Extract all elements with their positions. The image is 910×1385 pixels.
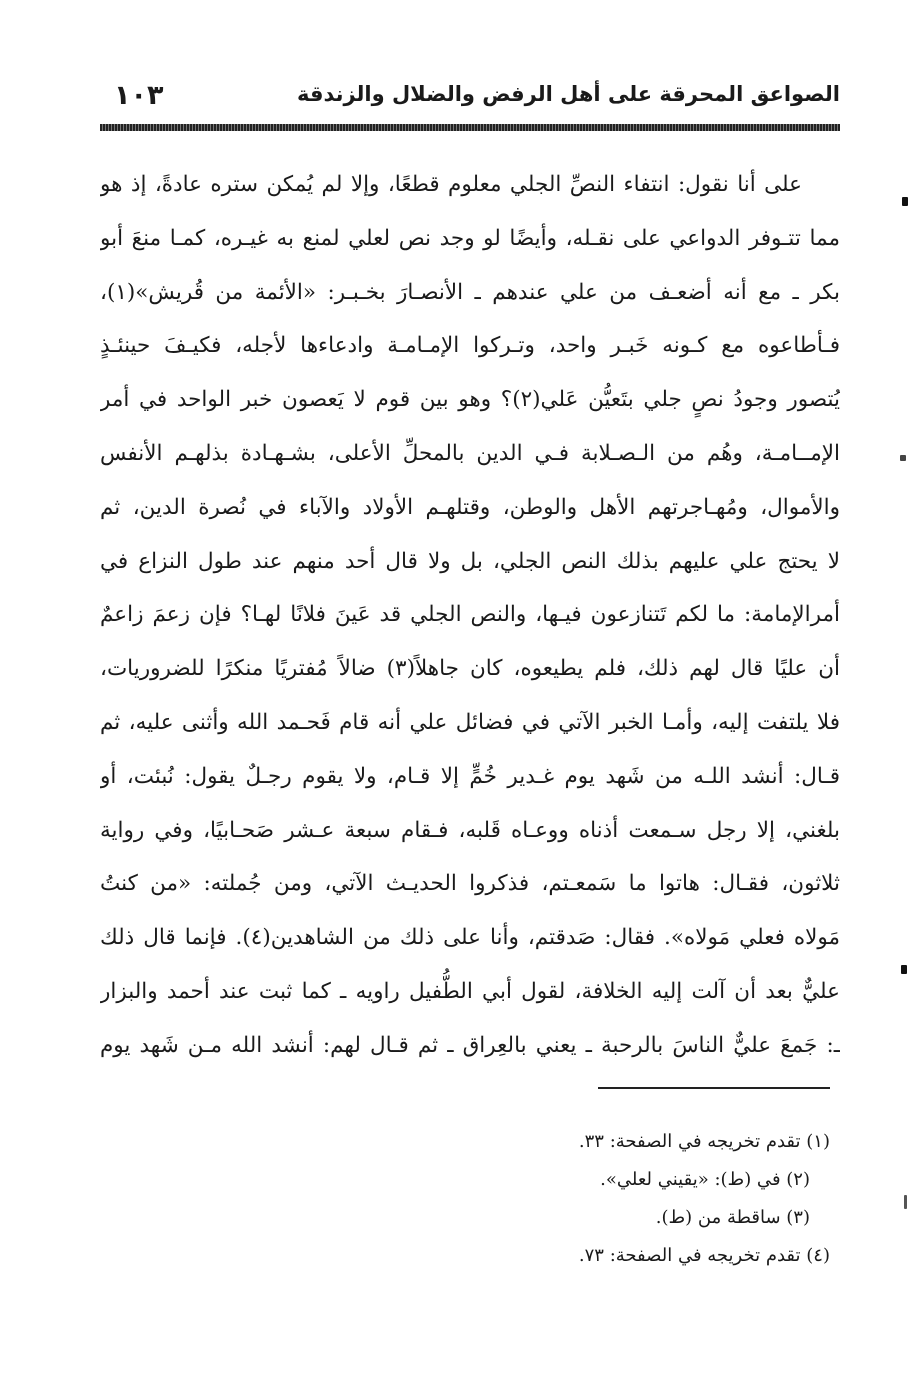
footnote: (٢) في (ط): «يقيني لعلي». — [600, 1169, 810, 1190]
footnote-separator — [598, 1087, 830, 1089]
text-line: أن عليًا قال لهم ذلك، فلم يطيعوه، كان جاهلاً(٣) ضالاً مُفتريًا منكرًا للضروريات، — [100, 656, 840, 682]
text-line: فـأطاعوه مع كـونه خَبـر واحد، وتـركوا الإمـامـة وادعاءها لأجله، فكيـفَ حينئـذٍ — [100, 333, 840, 359]
running-header — [100, 80, 840, 120]
text-line: مَولاه فعلي مَولاه». فقال: صَدقتم، وأنا على ذلك من الشاهدين(٤). فإنما قال ذلك — [100, 925, 840, 951]
text-line: بلغني، إلا رجل سـمعت أذناه ووعـاه قَلبه، فـقام سبعة عـشر صَحـابيًا، وفي رواية — [100, 817, 840, 843]
text-line: مما تتـوفر الدواعي على نقـله، وأيضًا لو وجد نص لعلي لمنع به غيـره، كمـا منعَ أبو — [100, 225, 840, 251]
margin-mark — [904, 1195, 907, 1209]
text-line: فلا يلتفت إليه، وأمـا الخبر الآتي في فضائل علي أنه قام فَحـمد الله وأثنى عليه، ثم — [100, 709, 840, 735]
text-line: قـال: أنشد اللـه من شَهد يوم غـدير خُمٍّ إلا قـام، ولا يقوم رجـلٌ يقول: نُبئت، أو — [100, 763, 840, 789]
text-line: ـ: جَمعَ عليٌّ الناسَ بالرحبة ـ يعني بالعِراق ـ ثم قـال لهم: أنشد الله مـن شَهد يوم — [100, 1032, 840, 1058]
text-line: على أنا نقول: انتفاء النصِّ الجلي معلوم قطعًا، وإلا لم يُمكن ستره عادةً، إذ هو — [100, 172, 802, 197]
header-rule — [100, 124, 840, 131]
text-line: الإمــامـة، وهُم من الـصـلابة فـي الدين بالمحلِّ الأعلى، بشـهـادة بذلهـم الأنفس — [100, 440, 840, 466]
text-line: ثلاثون، فقـال: هاتوا ما سَمعـتم، فذكروا الحديـث الآتي، ومن جُملته: «من كنتُ — [100, 871, 840, 897]
footnote: (٤) تقدم تخريجه في الصفحة: ٧٣. — [578, 1245, 830, 1266]
margin-mark — [901, 965, 907, 974]
text-line: عليٌّ بعد أن آلت إليه الخلافة، لقول أبي الطُّفيل راويه ـ كما ثبت عند أحمد والبزار — [100, 978, 840, 1004]
running-title: الصواعق المحرقة على أهل الرفض والضلال والزندقة — [296, 82, 840, 106]
body-text — [100, 158, 840, 1073]
footnote: (٣) ساقطة من (ط). — [655, 1207, 810, 1228]
margin-mark — [900, 455, 906, 461]
text-line: والأموال، ومُهـاجرتهم الأهل والوطن، وقتلهـم الأولاد والآباء في نُصرة الدين، ثم — [100, 494, 840, 520]
footnotes — [430, 1123, 830, 1275]
text-line: يُتصور وجودُ نصٍ جلي بتَعيُّن عَلي(٢)؟ وهو بين قوم لا يَعصون خبر الواحد في أمر — [100, 387, 840, 413]
text-line: أمرالإمامة: ما لكم تَتنازعون فيـها، والنص الجلي قد عَينَ فلانًا لهـا؟ فإن زعمَ زاعمٌ — [100, 602, 840, 628]
footnote: (١) تقدم تخريجه في الصفحة: ٣٣. — [578, 1131, 830, 1152]
text-line: لا يحتج علي عليهم بذلك النص الجلي، بل ولا قال أحد منهم عند طول النزاع في — [100, 548, 840, 574]
margin-mark — [902, 197, 908, 206]
text-line: بكر ـ مع أنه أضعـف من علي عندهم ـ الأنصـارَ بخـبـر: «الأئمة من قُريش»(١)، — [100, 279, 840, 305]
page-number: ١٠٣ — [114, 80, 164, 111]
